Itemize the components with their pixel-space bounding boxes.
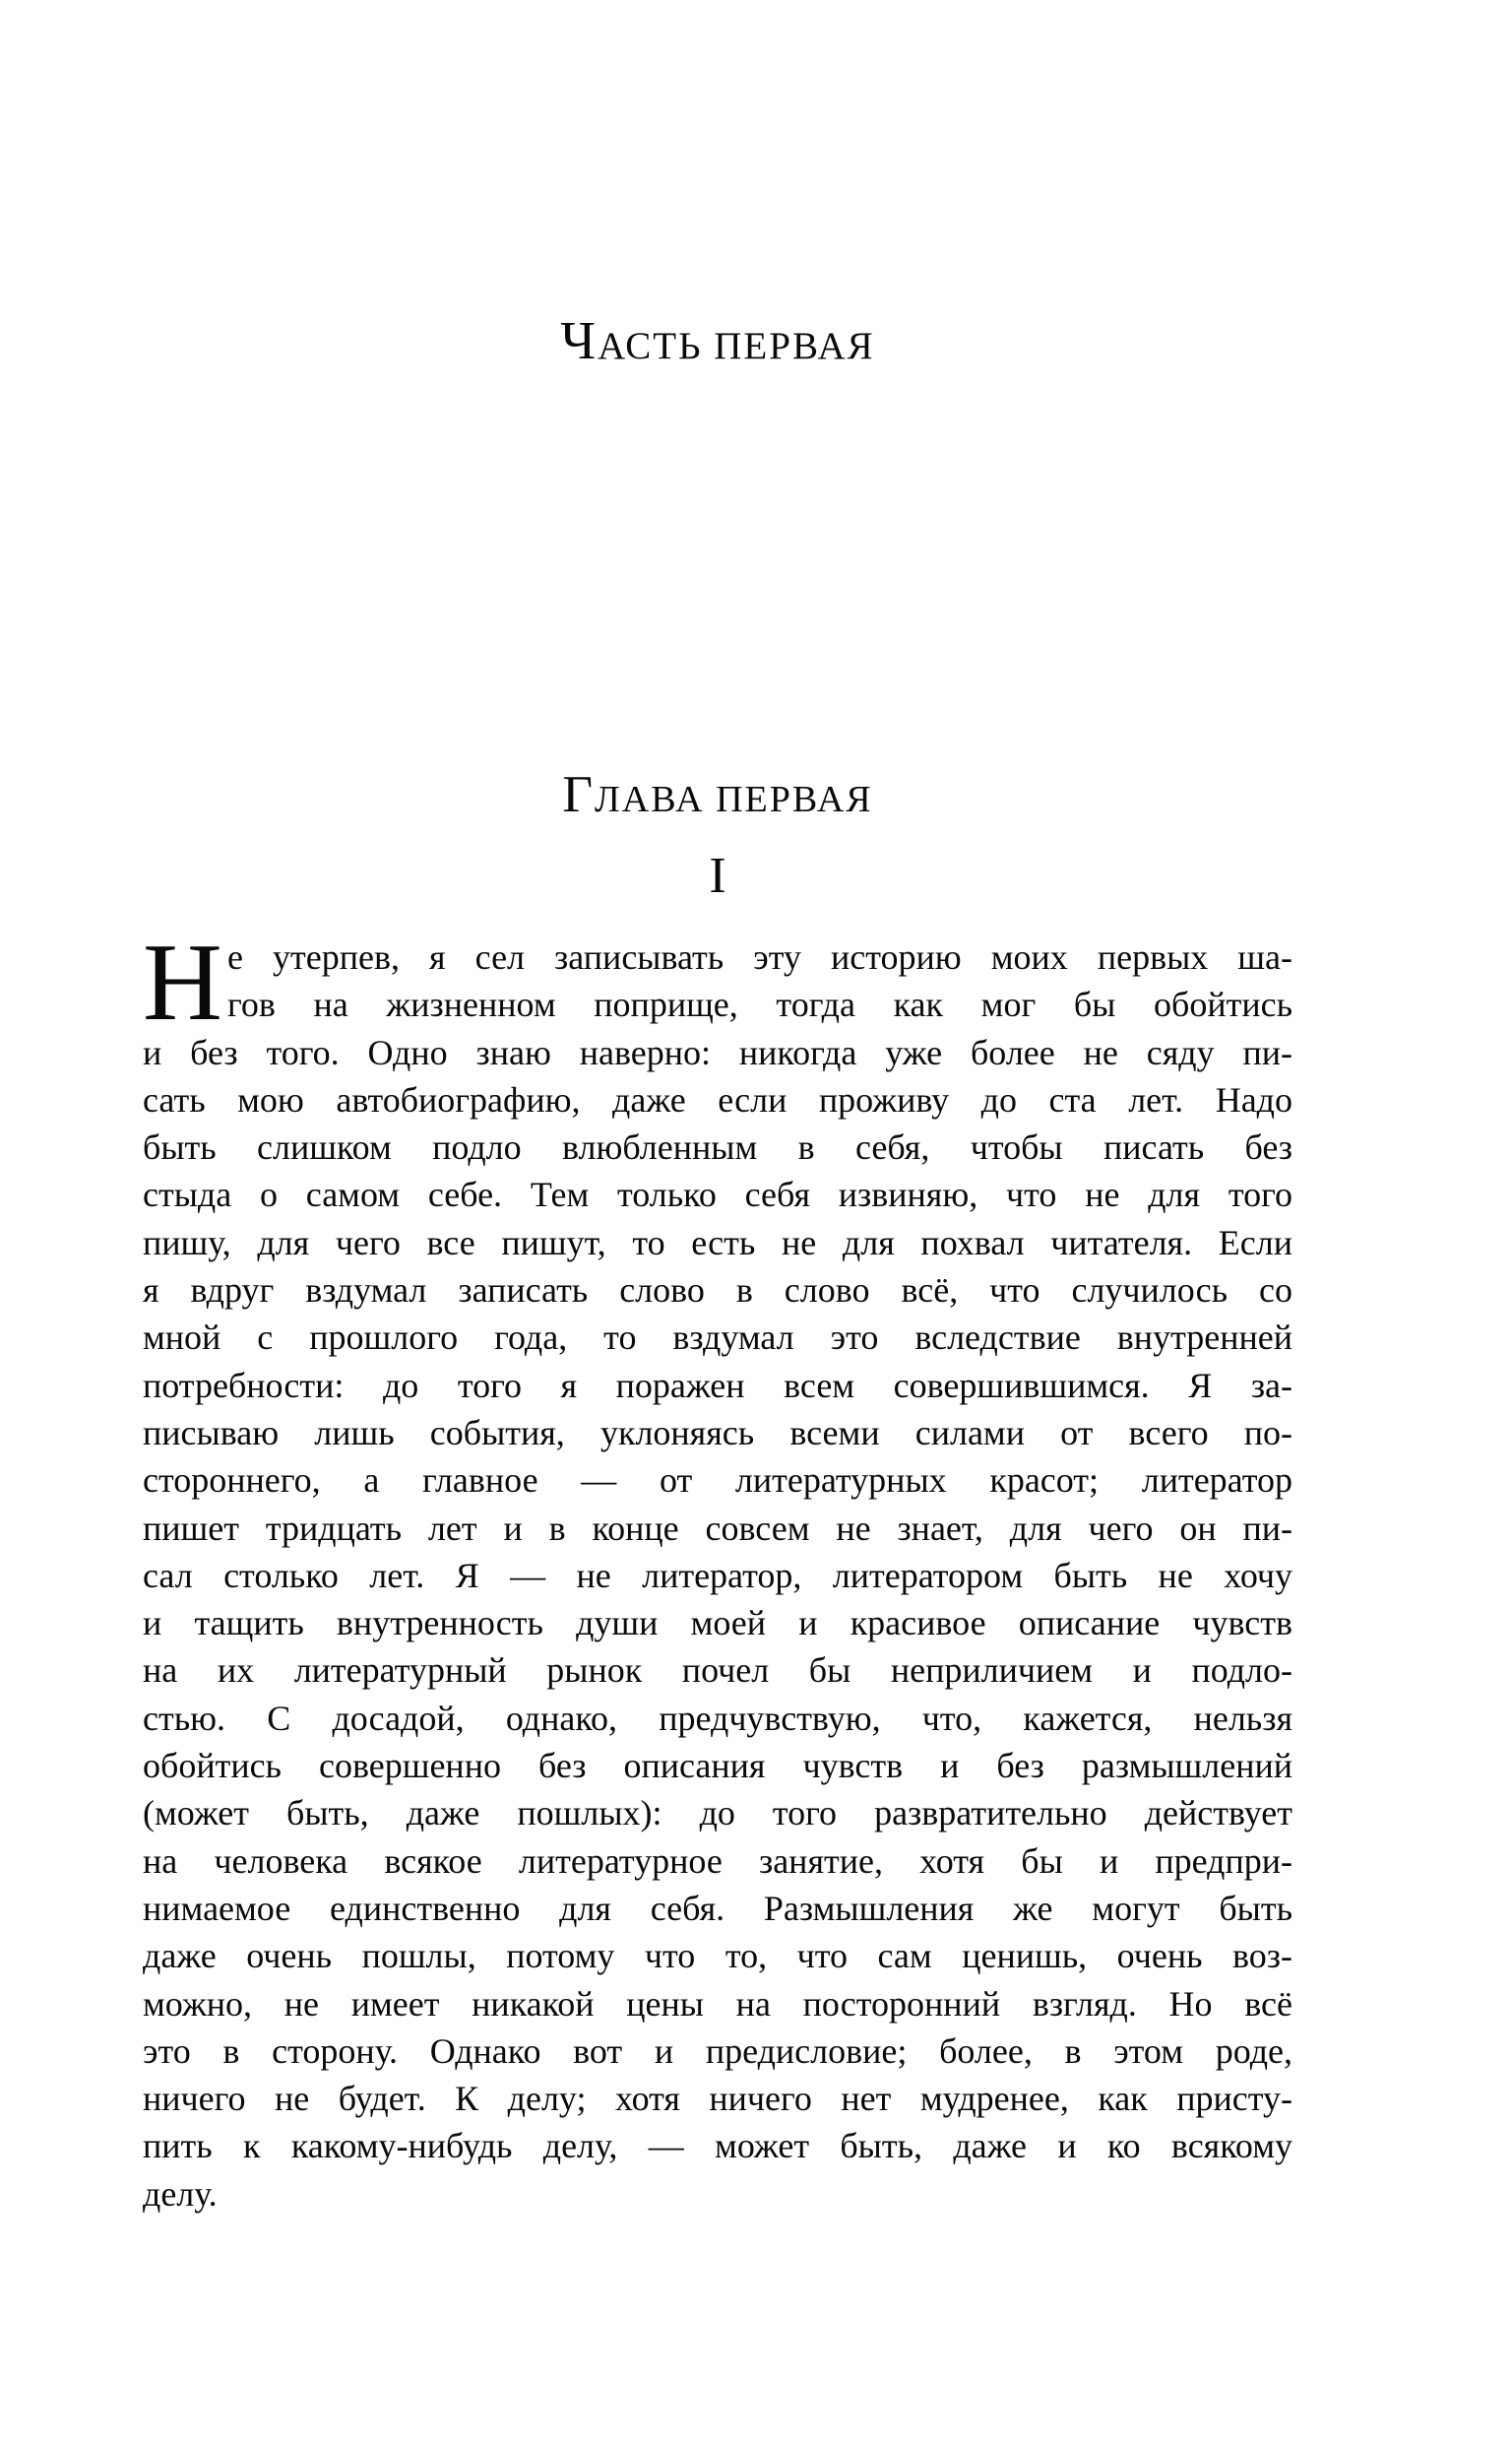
text-line: делу.: [143, 2173, 218, 2214]
text-line: нимаемое единственно для себя. Размышления же могут быть: [143, 1888, 1292, 1928]
text-line: потребности: до того я поражен всем совершившимся. Я за-: [143, 1365, 1292, 1405]
drop-cap: Н: [143, 922, 222, 1044]
text-line: и тащить внутренность души моей и красивое описание чувств: [143, 1603, 1292, 1643]
text-line: сать мою автобиографию, даже если проживу до ста лет. Надо: [143, 1079, 1292, 1120]
text-line: гов на жизненном поприще, тогда как мог бы обойтись: [227, 985, 1292, 1025]
text-line: пить к какому-нибудь делу, — может быть, даже и ко всякому: [143, 2126, 1292, 2166]
section-number: I: [709, 848, 726, 904]
text-line: пишет тридцать лет и в конце совсем не знает, для чего он пи-: [143, 1508, 1292, 1548]
text-line: стороннего, а главное — от литературных красот; литератор: [143, 1460, 1292, 1501]
text-line: ничего не будет. К делу; хотя ничего нет мудренее, как присту-: [143, 2079, 1292, 2119]
text-line: можно, не имеет никакой цены на посторонний взгляд. Но всё: [143, 1983, 1292, 2024]
body-paragraph: [143, 922, 1292, 2218]
text-line: е утерпев, я сел записывать эту историю моих первых ша-: [227, 937, 1292, 977]
text-line: (может быть, даже пошлых): до того развратительно действует: [143, 1793, 1292, 1833]
part-title-rest: АСТЬ ПЕРВАЯ: [598, 325, 875, 367]
text-line: на человека всякое литературное занятие, хотя бы и предпри-: [143, 1840, 1292, 1881]
text-line: пишу, для чего все пишут, то есть не для похвал читателя. Если: [143, 1222, 1292, 1262]
text-line: даже очень пошлы, потому что то, что сам ценишь, очень воз-: [143, 1936, 1292, 1976]
text-column: [143, 0, 1292, 2443]
part-title: [143, 310, 1292, 370]
text-line: стыда о самом себе. Тем только себя извиняю, что не для того: [143, 1175, 1292, 1215]
text-line: сал столько лет. Я — не литератор, литератором быть не хочу: [143, 1555, 1292, 1595]
text-line: стью. С досадой, однако, предчувствую, что, кажется, нельзя: [143, 1698, 1292, 1738]
text-line: писываю лишь события, уклоняясь всеми силами от всего по-: [143, 1412, 1292, 1452]
chapter-title-initial: Г: [562, 766, 595, 823]
text-line: я вдруг вздумал записать слово в слово всё, что случилось со: [143, 1270, 1292, 1311]
text-line: обойтись совершенно без описания чувств и без размышлений: [143, 1746, 1292, 1786]
text-line: и без того. Одно знаю наверно: никогда уже более не сяду пи-: [143, 1032, 1292, 1072]
chapter-title-rest: ЛАВА ПЕРВАЯ: [595, 779, 873, 820]
part-title-initial: Ч: [560, 310, 598, 370]
text-line: быть слишком подло влюбленным в себя, чтобы писать без: [143, 1127, 1292, 1168]
text-line: мной с прошлого года, то вздумал это вследствие внутренней: [143, 1318, 1292, 1358]
text-line: это в сторону. Однако вот и предисловие; более, в этом роде,: [143, 2030, 1292, 2071]
chapter-title: [143, 766, 1292, 823]
text-line: на их литературный рынок почел бы неприличием и подло-: [143, 1650, 1292, 1691]
paragraph-lines: [143, 933, 1292, 2218]
